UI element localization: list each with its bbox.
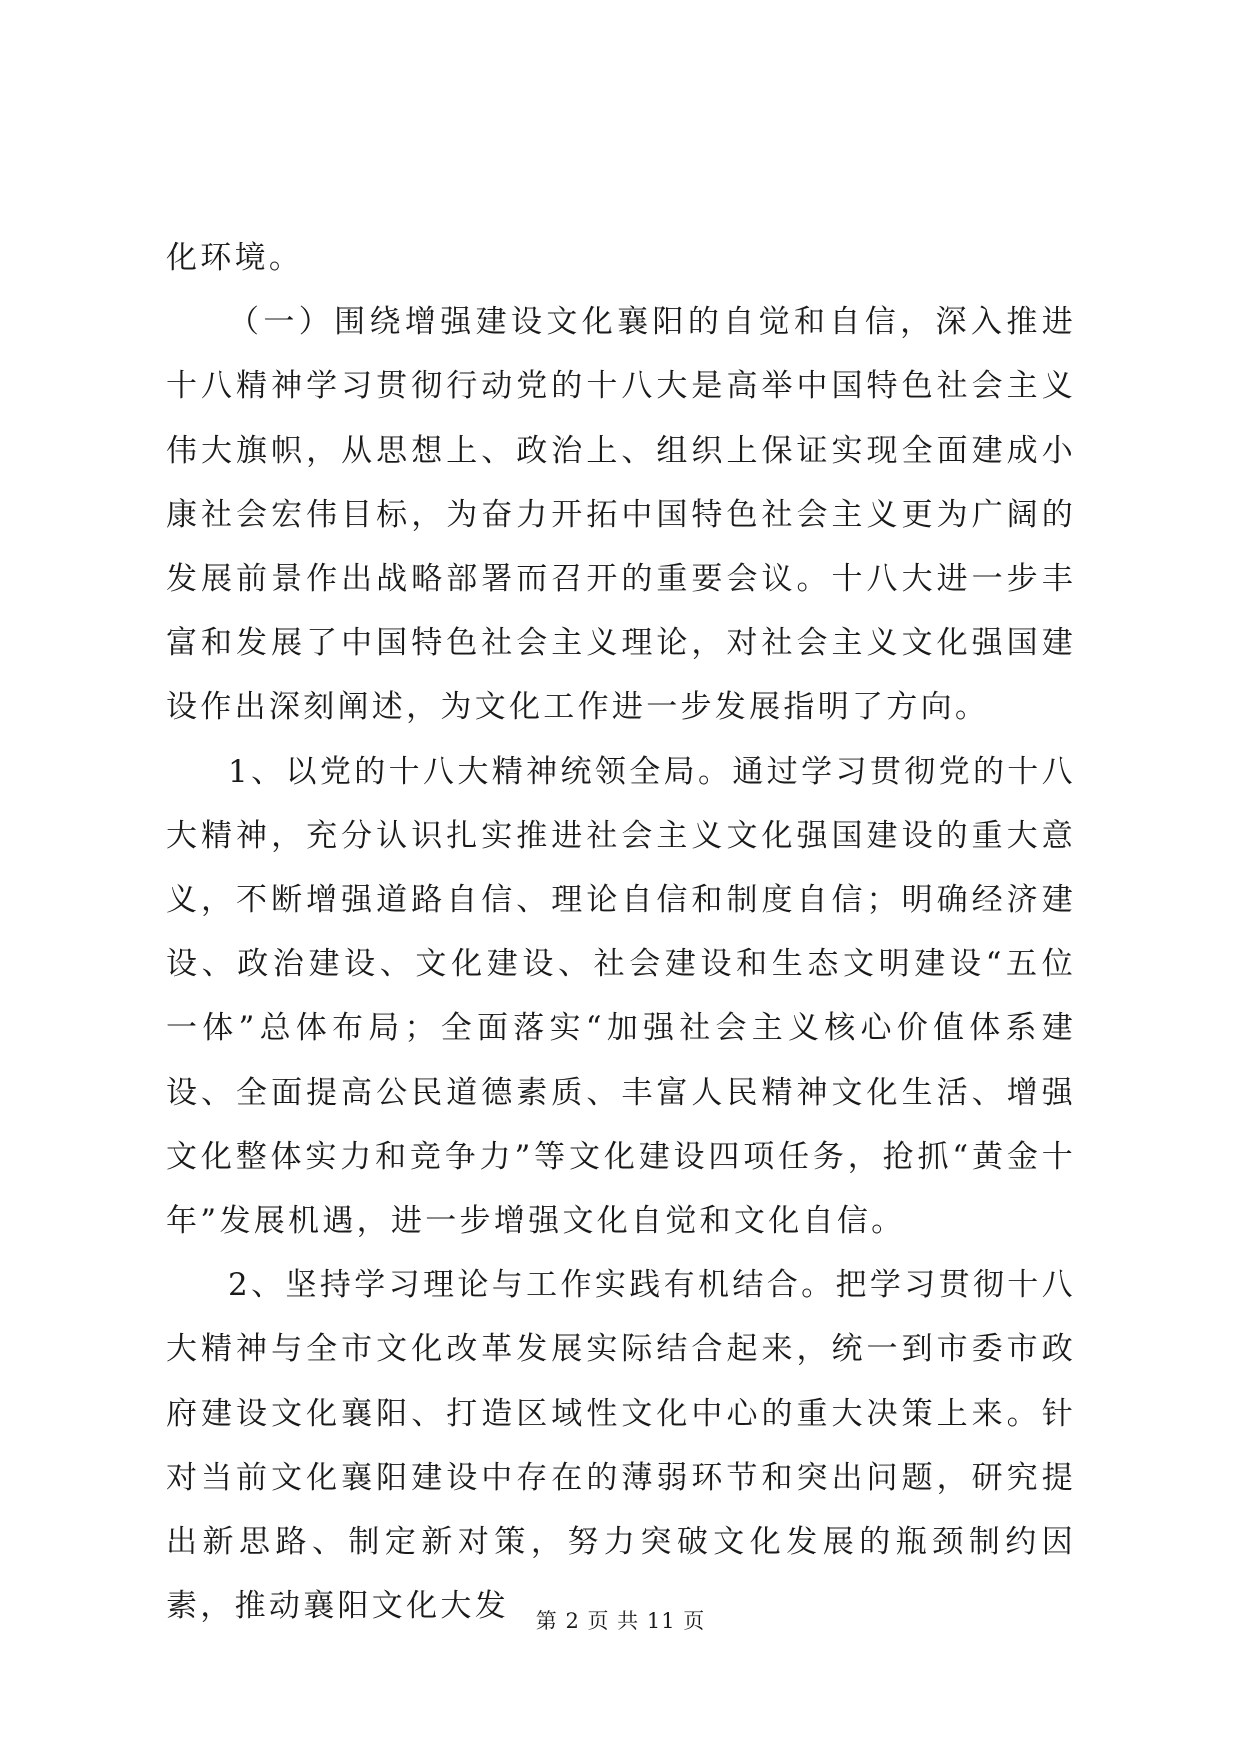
page-number-footer: 第 2 页 共 11 页 — [535, 1609, 706, 1633]
paragraph-section-one: （一）围绕增强建设文化襄阳的自觉和自信，深入推进十八精神学习贯彻行动党的十八大是高举中国特色社会主义伟大旗帜，从思想上、政治上、组织上保证实现全面建成小康社会宏伟目标，为奋力开拓中国特色社会主义更为广阔的发展前景作出战略部署而召开的重要会议。十八大进一步丰富和发展了中国特色社会主义理论，对社会主义文化强国建设作出深刻阐述，为文化工作进一步发展指明了方向。 — [166, 304, 1076, 726]
paragraph-item-one: 1、以党的十八大精神统领全局。通过学习贯彻党的十八大精神，充分认识扎实推进社会主义文化强国建设的重大意义，不断增强道路自信、理论自信和制度自信；明确经济建设、政治建设、文化建设、社会建设和生态文明建设“五位一体”总体布局；全面落实“加强社会主义核心价值体系建设、全面提高公民道德素质、丰富人民精神文化生活、增强文化整体实力和竞争力”等文化建设四项任务，抢抓“黄金十年”发展机遇，进一步增强文化自觉和文化自信。 — [166, 753, 1076, 1240]
document-body — [166, 226, 1076, 1638]
paragraph-continuation: 化环境。 — [166, 240, 304, 276]
paragraph-item-two: 2、坚持学习理论与工作实践有机结合。把学习贯彻十八大精神与全市文化改革发展实际结合起来，统一到市委市政府建设文化襄阳、打造区域性文化中心的重大决策上来。针对当前文化襄阳建设中存在的薄弱环节和突出问题，研究提出新思路、制定新对策，努力突破文化发展的瓶颈制约因素，推动襄阳文化大发 — [166, 1267, 1076, 1625]
